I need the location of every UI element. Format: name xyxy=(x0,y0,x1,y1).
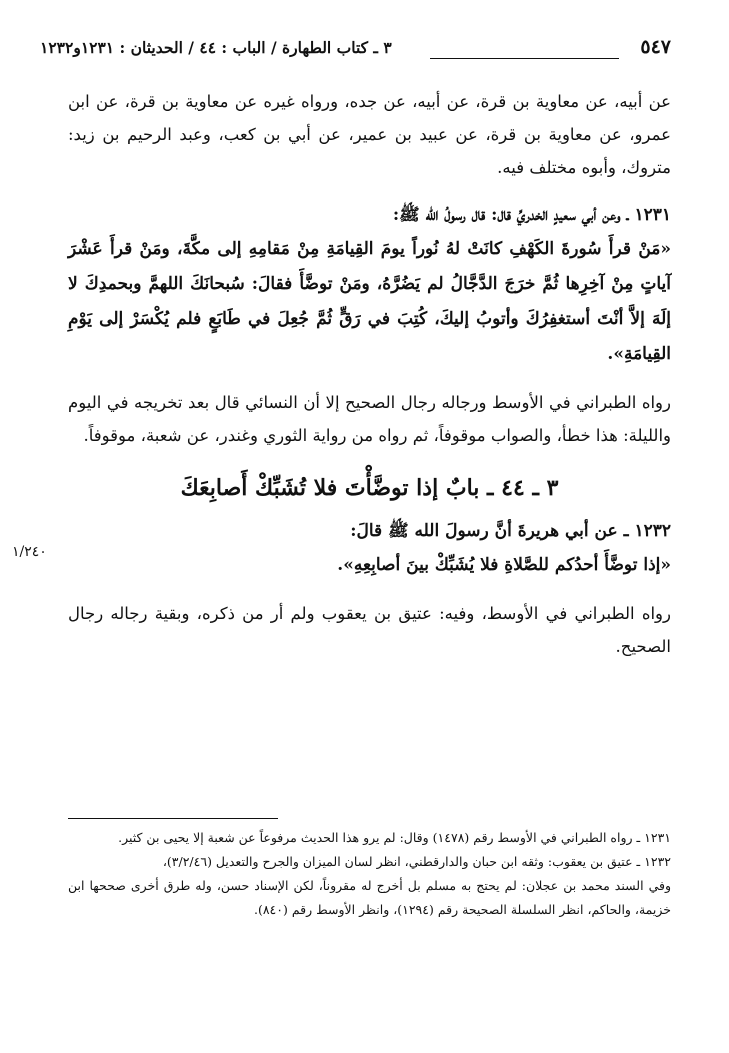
intro-paragraph: عن أبيه، عن معاوية بن قرة، عن أبيه، عن جده، ورواه غيره عن معاوية بن قرة، عن ابن عمرو، عن معاوية بن قرة، عن عبيد بن عمير، عن أبي بن كعب، وعبد الرحيم بن زيد: متروك، وأبوه مختلف فيه. xyxy=(68,92,671,177)
running-head: ٣ ـ كتاب الطهارة / الباب : ٤٤ / الحديثان : ١٢٣١و١٢٣٢ xyxy=(40,38,392,57)
hadith-1232-commentary: رواه الطبراني في الأوسط، وفيه: عتيق بن يعقوب ولم أر من ذكره، وبقية رجاله رجال الصحيح. xyxy=(68,604,671,656)
hadith-1231-commentary: رواه الطبراني في الأوسط ورجاله رجال الصحيح إلا أن النسائي قال بعد تخريجه في اليوم والليلة: هذا خطأ، والصواب موقوفاً، ثم رواه من رواية الثوري وغندر، عن شعبة، موقوفاً. xyxy=(68,393,671,445)
footnote-rule xyxy=(68,818,278,819)
hadith-1232-text: «إذا توضَّأَ أحدُكم للصَّلاةِ فلا يُشَبِّكْ بينَ أصابِعِهِ». xyxy=(337,555,671,575)
margin-reference: ١/٢٤٠ xyxy=(12,544,47,560)
footnotes xyxy=(68,826,671,922)
main-text xyxy=(68,85,671,663)
header-rule xyxy=(430,58,619,59)
footnote-1231: ١٢٣١ ـ رواه الطبراني في الأوسط رقم (١٤٧٨) وقال: لم يرو هذا الحديث مرفوعاً عن شعبة إلا يحيى بن كثير. xyxy=(118,830,671,845)
page-number: ٥٤٧ xyxy=(640,36,671,58)
hadith-1231-heading: ١٢٣١ ـ وعن أبي سعيدٍ الخدريِّ قال: قال رسولُ الله ﷺ: xyxy=(392,205,671,225)
hadith-1232-heading: ١٢٣٢ ـ عن أبي هريرةَ أنَّ رسولَ الله ﷺ قالَ: xyxy=(350,521,671,541)
footnote-1232-a: ١٢٣٢ ـ عتيق بن يعقوب: وثقه ابن حبان والدارقطني، انظر لسان الميزان والجرح والتعديل (٣/٢/٤٦)، xyxy=(162,854,671,869)
hadith-1231-text: «مَنْ قرأَ سُورةَ الكَهْفِ كانَتْ لهُ نُوراً يومَ القِيامَةِ مِنْ مَقامِهِ إلى مكَّةَ، ومَنْ قرأَ عَشْرَ آياتٍ مِنْ آخِرِها ثُمَّ خرَجَ الدَّجَّالُ لم يَضُرَّهُ، ومَنْ توضَّأَ فقالَ: سُبحانَكَ اللهمَّ وبحمدِكَ لا إلَهَ إلاَّ أنْتَ أستغفِرُكَ وأتوبُ إليكَ، كُتِبَ في رَقٍّ ثُمَّ جُعِلَ في طَابَعٍ فلم يُكْسَرْ إلى يَوْمِ القِيامَةِ». xyxy=(68,239,671,364)
chapter-title: ٣ ـ ٤٤ ـ بابٌ إذا توضَّأْتَ فلا تُشَبِّكْ أَصابِعَكَ xyxy=(180,475,559,501)
footnote-1232-b: وفي السند محمد بن عجلان: لم يحتج به مسلم بل أخرج له مقروناً، لكن الإسناد حسن، وله طرق أخرى صححها ابن خزيمة، والحاكم، انظر السلسلة الصحيحة رقم (١٢٩٤)، وانظر الأوسط رقم (٨٤٠). xyxy=(68,878,671,917)
page-header xyxy=(40,36,671,66)
